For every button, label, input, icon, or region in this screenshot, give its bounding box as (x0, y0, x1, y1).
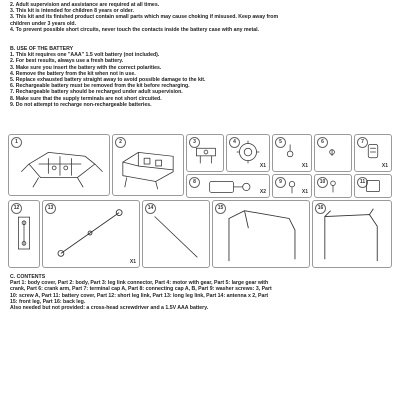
battery-line: 7. Rechargeable battery should be recharged under adult supervision. (10, 89, 183, 96)
qty-label: X1 (301, 189, 308, 195)
safety-line: 3. This kit and its finished product contain small parts which may cause choking if misused. Keep away from (10, 14, 279, 21)
screw-drawing (273, 175, 311, 197)
part-7-terminal-cap: 7 X1 (354, 134, 392, 172)
part-14-antenna: 14 (142, 200, 210, 268)
part-6-crank-arm: 6 (314, 134, 352, 172)
contents-line: 10: screw A, Part 11: battery cover, Part 12: short leg link, Part 13: long leg link, Part 14: antenna x 2, Part (10, 292, 269, 299)
short-leg-drawing (9, 201, 39, 267)
contents-line: Also needed but not provided: a cross-head screwdriver and a 1.5V AAA battery. (10, 305, 209, 312)
battery-heading: B. USE OF THE BATTERY (10, 46, 74, 52)
battery-line: 5. Replace exhausted battery straight away to avoid possible damage to the kit. (10, 77, 206, 84)
battery-cover-drawing (355, 175, 391, 197)
cap-drawing (355, 135, 391, 171)
battery-line: 4. Remove the battery from the kit when not in use. (10, 70, 136, 77)
battery-line: 1. This kit requires one "AAA" 1.5 volt battery (not included). (10, 52, 160, 59)
part-11-battery-cover: 11 (354, 174, 392, 198)
contents-section (10, 272, 390, 311)
qty-label: X1 (381, 163, 388, 169)
part-13-long-leg-link: 13 X1 (42, 200, 140, 268)
contents-line: 15: front leg, Part 16: back leg. (10, 298, 86, 305)
safety-line: 4. To prevent possible short circuits, never touch the contacts inside the battery case with any metal. (10, 26, 259, 33)
qty-label: X2 (259, 189, 266, 195)
body-cover-drawing (9, 135, 109, 195)
safety-line: 3. This kit is intended for children 8 years or older. (10, 8, 134, 15)
battery-line: 2. For best results, always use a fresh battery. (10, 58, 124, 65)
part-16-back-leg: 16 (312, 200, 392, 268)
motor-drawing (187, 175, 269, 197)
contents-line: crank, Part 6: crank arm, Part 7: terminal cap A, Part 8: connecting cap A, B, Part 9: washer screws: 3, Part (10, 286, 272, 293)
qty-label: X1 (259, 163, 266, 169)
battery-line: 9. Do not attempt to recharge non-rechargeable batteries. (10, 101, 152, 108)
crank-arm-drawing (315, 135, 351, 171)
antenna-drawing (143, 201, 209, 267)
safety-line: children under 3 years old. (10, 20, 77, 27)
part-2-body: 2 (112, 134, 184, 196)
contents-heading: C. CONTENTS (10, 274, 46, 280)
long-leg-drawing (43, 201, 139, 267)
part-10-screw: 10 (314, 174, 352, 198)
battery-line: 3. Make sure you insert the battery with the correct polarities. (10, 64, 162, 71)
crank-drawing (273, 135, 311, 171)
connector-drawing (187, 135, 223, 171)
qty-label: X1 (129, 259, 136, 265)
gear-drawing (227, 135, 269, 171)
front-leg-drawing (213, 201, 309, 267)
part-12-short-leg-link: 12 (8, 200, 40, 268)
part-1-body-cover: 1 (8, 134, 110, 196)
battery-section (10, 44, 390, 108)
body-drawing (113, 135, 183, 195)
back-leg-drawing (313, 201, 391, 267)
battery-line: 8. Make sure that the supply terminals are not short circuited. (10, 95, 162, 102)
part-8-motor: 8 X2 (186, 174, 270, 198)
parts-diagram (8, 134, 392, 268)
contents-line: Part 1: body cover, Part 2: body, Part 3: leg link connector, Part 4: motor with gear, Part 5: large gear with (10, 280, 269, 287)
part-3-leg-link-connector: 3 (186, 134, 224, 172)
part-5-crank: 5 X1 (272, 134, 312, 172)
battery-line: 6. Rechargeable battery must be removed from the kit before recharging. (10, 83, 190, 90)
part-9-washer-screws: 9 X1 (272, 174, 312, 198)
safety-line: 2. Adult supervision and assistance are required at all times. (10, 2, 160, 8)
part-15-front-leg: 15 (212, 200, 310, 268)
part-4-motor-gear: 4 X1 (226, 134, 270, 172)
safety-notes (10, 2, 390, 33)
screw-a-drawing (315, 175, 351, 197)
qty-label: X1 (301, 163, 308, 169)
